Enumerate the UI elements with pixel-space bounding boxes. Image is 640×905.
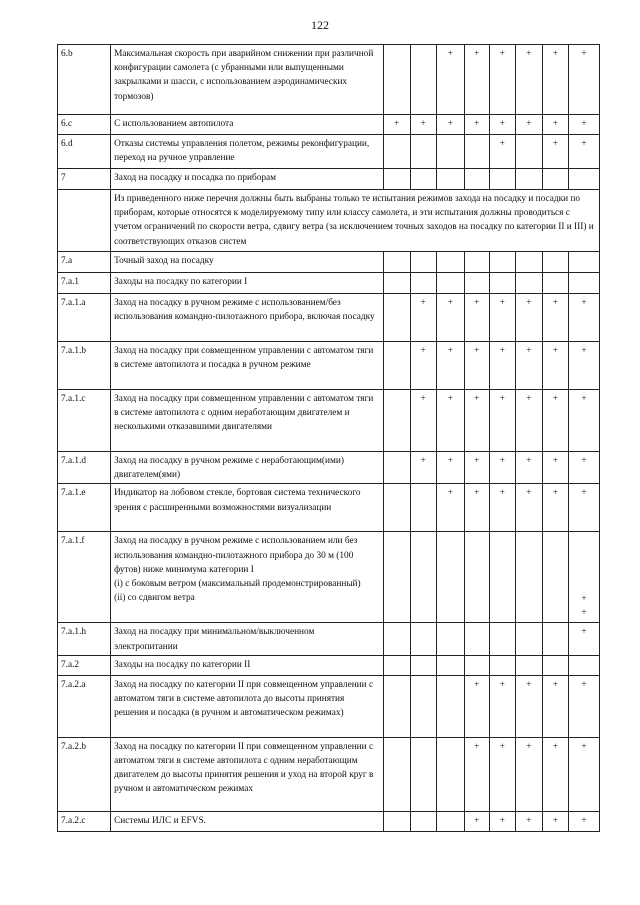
level-mark-cell — [436, 675, 464, 737]
level-mark-cell — [542, 655, 568, 675]
level-mark-cell: + — [489, 115, 515, 135]
row-code: 7.a.1.d — [58, 452, 111, 484]
level-mark-cell — [410, 532, 436, 623]
level-mark-cell — [383, 294, 410, 342]
level-mark-cell — [383, 737, 410, 811]
description-text: Заход на посадку по категории II при совмещенном управлении с автоматом тяги в системе автопилота с одним неработающим двигателем до высоты принятия решения и уход на второй круг в ручном и автоматическом режимах — [114, 741, 374, 795]
table-row — [58, 390, 600, 452]
level-mark-cell — [383, 390, 410, 452]
level-mark-cell — [410, 135, 436, 169]
level-mark-cell: + — [568, 342, 599, 390]
row-code: 7.a.1.a — [58, 294, 111, 342]
level-mark-cell — [515, 169, 542, 190]
level-mark-cell: + — [464, 342, 489, 390]
description-subitem: (ii) со сдвигом ветра — [114, 593, 195, 604]
level-mark-cell: + — [568, 135, 599, 169]
row-code: 7.a.2.b — [58, 737, 111, 811]
level-mark-cell — [464, 252, 489, 273]
level-mark-cell: + — [436, 484, 464, 532]
level-mark-cell — [464, 273, 489, 294]
table-row — [58, 655, 600, 675]
level-mark-cell — [410, 811, 436, 831]
level-mark-cell — [568, 655, 599, 675]
level-mark-cell: + — [464, 675, 489, 737]
level-mark-cell: + — [568, 390, 599, 452]
table-row — [58, 252, 600, 273]
level-mark-cell: + — [568, 811, 599, 831]
level-mark-cell: + — [383, 115, 410, 135]
description-text: Заход на посадку при совмещенном управлении с автоматом тяги в системе автопилота с одним неработающим двигателем и несколькими отказавшими двигателями — [114, 394, 374, 433]
row-code: 7.a — [58, 252, 111, 273]
level-mark-cell: + — [568, 623, 599, 655]
level-mark-cell: + — [489, 294, 515, 342]
level-mark-cell — [383, 532, 410, 623]
level-mark-cell: + — [515, 294, 542, 342]
level-mark-cell — [515, 623, 542, 655]
table-row — [58, 811, 600, 831]
level-mark-cell — [383, 655, 410, 675]
row-description — [111, 623, 384, 655]
level-mark-cell — [436, 252, 464, 273]
level-mark-cell: + — [542, 484, 568, 532]
level-mark-cell: + — [489, 135, 515, 169]
description-text: Заход на посадку и посадка по приборам — [114, 173, 277, 183]
level-mark-cell — [489, 623, 515, 655]
level-mark-cell — [568, 273, 599, 294]
row-code: 6.b — [58, 45, 111, 115]
level-mark-cell: + — [464, 294, 489, 342]
level-mark-cell — [410, 252, 436, 273]
level-mark-cell: + — [542, 342, 568, 390]
table-row — [58, 273, 600, 294]
row-description — [111, 452, 384, 484]
description-text: Заходы на посадку по категории I — [114, 277, 248, 287]
description-text: Индикатор на лобовом стекле, бортовая система технического зрения с расширенными возможностями визуализации — [114, 488, 361, 513]
level-mark-cell: + — [568, 737, 599, 811]
row-description — [111, 532, 384, 623]
description-text: Заход на посадку в ручном режиме с неработающим(ими) двигателем(ями) — [114, 456, 344, 481]
description-text: Заход на посадку в ручном режиме с использованием/без использования командно-пилотажного прибора, включая посадку — [114, 298, 375, 323]
level-mark-cell — [464, 169, 489, 190]
level-mark-cell: + — [515, 342, 542, 390]
level-mark-cell — [436, 811, 464, 831]
level-mark-cell: + — [464, 452, 489, 484]
row-code: 6.d — [58, 135, 111, 169]
level-mark-cell — [436, 623, 464, 655]
level-mark-cell: + — [464, 811, 489, 831]
note-text — [111, 190, 600, 252]
level-mark-cell: + — [489, 45, 515, 115]
level-mark-cell — [515, 135, 542, 169]
level-mark-cell — [383, 452, 410, 484]
level-mark-cell — [489, 169, 515, 190]
level-mark-cell: + — [410, 115, 436, 135]
level-mark-cell — [568, 532, 599, 623]
level-mark-cell — [410, 273, 436, 294]
level-mark-cell — [568, 252, 599, 273]
row-code: 6.c — [58, 115, 111, 135]
level-mark-cell — [464, 655, 489, 675]
level-mark-cell: + — [436, 342, 464, 390]
level-mark-cell — [410, 655, 436, 675]
level-mark-cell — [436, 737, 464, 811]
level-mark-cell — [383, 45, 410, 115]
row-code: 7 — [58, 169, 111, 190]
level-mark-cell — [436, 273, 464, 294]
level-mark-cell: + — [464, 484, 489, 532]
level-mark-cell — [410, 169, 436, 190]
level-mark-cell — [383, 273, 410, 294]
level-mark-cell — [410, 675, 436, 737]
level-mark-cell — [542, 623, 568, 655]
level-mark-cell: + — [542, 737, 568, 811]
level-mark-cell: + — [489, 452, 515, 484]
row-description — [111, 811, 384, 831]
level-mark-cell: + — [542, 390, 568, 452]
table-row — [58, 623, 600, 655]
description-text: Заход на посадку при совмещенном управлении с автоматом тяги в системе автопилота и посадка в ручном режиме — [114, 346, 374, 371]
description-text: Заход на посадку при минимальном/выключенном электропитании — [114, 627, 315, 652]
row-code: 7.a.1 — [58, 273, 111, 294]
description-text: Заходы на посадку по категории II — [114, 659, 251, 670]
row-code: 7.a.1.c — [58, 390, 111, 452]
level-mark-cell: + — [489, 811, 515, 831]
level-mark-cell — [464, 135, 489, 169]
level-mark-cell — [515, 252, 542, 273]
level-mark-cell: + — [568, 294, 599, 342]
level-mark-cell: + — [489, 342, 515, 390]
level-mark-cell: + — [436, 452, 464, 484]
description-text: Системы ИЛС и EFVS. — [114, 815, 206, 826]
level-mark-cell: + — [464, 115, 489, 135]
level-mark-cell: + — [542, 452, 568, 484]
level-mark-cell — [542, 252, 568, 273]
level-mark-cell — [383, 484, 410, 532]
level-mark-cell — [383, 169, 410, 190]
table-row — [58, 190, 600, 252]
level-mark-cell — [436, 169, 464, 190]
level-mark-cell: + — [515, 484, 542, 532]
table-row — [58, 484, 600, 532]
row-code: 7.a.1.h — [58, 623, 111, 655]
level-mark-cell — [568, 169, 599, 190]
table-row — [58, 45, 600, 115]
level-mark-cell — [410, 45, 436, 115]
level-mark-cell: + — [542, 811, 568, 831]
level-mark-cell: + — [542, 294, 568, 342]
table-row — [58, 737, 600, 811]
level-mark-cell: + — [410, 294, 436, 342]
row-description — [111, 484, 384, 532]
description-subitem: (i) с боковым ветром (максимальный продемонстрированный) — [114, 579, 361, 590]
row-code: 7.a.2 — [58, 655, 111, 675]
level-mark-cell — [464, 532, 489, 623]
table-row — [58, 452, 600, 484]
level-mark-cell: + — [489, 737, 515, 811]
row-code — [58, 190, 111, 252]
row-code: 7.a.2.c — [58, 811, 111, 831]
level-mark-cell: + — [515, 390, 542, 452]
page-number: 122 — [311, 18, 329, 32]
level-mark-cell: + — [489, 484, 515, 532]
level-mark-cell: + — [542, 45, 568, 115]
level-mark-cell: + — [410, 342, 436, 390]
level-mark-cell — [436, 655, 464, 675]
level-mark-cell: + — [542, 115, 568, 135]
description-text: Отказы системы управления полетом, режимы реконфигурации, переход на ручное управление — [114, 139, 370, 164]
row-description — [111, 655, 384, 675]
level-mark-cell — [383, 675, 410, 737]
row-description — [111, 737, 384, 811]
level-mark-cell — [542, 273, 568, 294]
level-mark-cell — [383, 623, 410, 655]
level-mark-cell: + — [515, 115, 542, 135]
level-mark-cell: + — [410, 452, 436, 484]
level-mark-cell: + — [489, 675, 515, 737]
level-mark-cell: + — [568, 115, 599, 135]
table-row — [58, 135, 600, 169]
level-mark-cell — [489, 532, 515, 623]
level-mark-cell — [542, 532, 568, 623]
level-mark-cell — [383, 342, 410, 390]
description-text: Точный заход на посадку — [114, 256, 214, 266]
row-code: 7.a.2.a — [58, 675, 111, 737]
level-mark-cell: + — [436, 115, 464, 135]
level-mark-cell: + — [542, 675, 568, 737]
level-mark-cell — [464, 623, 489, 655]
level-mark-cell: + — [515, 811, 542, 831]
row-code: 7.a.1.b — [58, 342, 111, 390]
table-row — [58, 342, 600, 390]
row-code: 7.a.1.f — [58, 532, 111, 623]
table-row — [58, 532, 600, 623]
level-mark-cell: + — [489, 390, 515, 452]
level-mark-cell — [515, 273, 542, 294]
table-row — [58, 294, 600, 342]
level-mark-cell: + — [436, 45, 464, 115]
description-text: Заход на посадку в ручном режиме с использованием или без использования командно-пилотажного прибора до 30 м (100 футов) ниже минимума категории I — [114, 536, 358, 575]
row-description — [111, 115, 384, 135]
level-mark-cell — [515, 655, 542, 675]
level-mark-cell — [410, 484, 436, 532]
table-row — [58, 675, 600, 737]
row-description — [111, 342, 384, 390]
level-mark-cell — [410, 623, 436, 655]
row-code: 7.a.1.e — [58, 484, 111, 532]
level-mark-cell — [383, 811, 410, 831]
level-mark-cell: + — [568, 484, 599, 532]
description-text: Из приведенного ниже перечня должны быть выбраны только те испытания режимов захода на посадку и посадки по приборам, которые относятся к моделируемому типу или классу самолета, и эти испытания должны проводиться с учетом ограничений по скорости ветра, сдвигу ветра (за исключением точных заходов на посадку по категории II и III) и соответствующих отказов систем — [114, 194, 594, 247]
level-mark-cell — [489, 252, 515, 273]
level-mark-cell — [436, 135, 464, 169]
table-row — [58, 169, 600, 190]
row-description — [111, 273, 384, 294]
level-mark-cell — [489, 655, 515, 675]
level-mark-cell: + — [515, 452, 542, 484]
level-mark-cell — [542, 169, 568, 190]
row-description — [111, 294, 384, 342]
level-mark-cell — [383, 252, 410, 273]
description-text: Заход на посадку по категории II при совмещенном управлении с автоматом тяги в системе автопилота до высоты принятия решения и посадка (в ручном и автоматическом режимах) — [114, 679, 374, 719]
level-mark-cell: + — [568, 675, 599, 737]
level-mark-cell: + — [515, 45, 542, 115]
plus-mark: + — [581, 594, 587, 605]
level-mark-cell: + — [464, 737, 489, 811]
level-mark-cell: + — [515, 675, 542, 737]
level-mark-cell: + — [436, 390, 464, 452]
requirements-table — [57, 44, 600, 832]
level-mark-cell — [489, 273, 515, 294]
level-mark-cell — [515, 532, 542, 623]
level-mark-cell: + — [410, 390, 436, 452]
row-description — [111, 135, 384, 169]
row-description — [111, 45, 384, 115]
level-mark-cell: + — [436, 294, 464, 342]
row-description — [111, 169, 384, 190]
level-mark-cell — [436, 532, 464, 623]
level-mark-cell: + — [515, 737, 542, 811]
row-description — [111, 252, 384, 273]
level-mark-cell — [383, 135, 410, 169]
level-mark-cell: + — [542, 135, 568, 169]
level-mark-cell: + — [568, 452, 599, 484]
plus-mark: + — [581, 608, 587, 619]
level-mark-cell: + — [568, 45, 599, 115]
row-description — [111, 390, 384, 452]
level-mark-cell: + — [464, 390, 489, 452]
description-text: Максимальная скорость при аварийном снижении при различной конфигурации самолета (с убранными или выпущенными закрылками и шасси, с использованием аэродинамических тормозов) — [114, 49, 374, 102]
table-row — [58, 115, 600, 135]
description-text: С использованием автопилота — [114, 119, 234, 129]
row-description — [111, 675, 384, 737]
level-mark-cell — [410, 737, 436, 811]
level-mark-cell: + — [464, 45, 489, 115]
